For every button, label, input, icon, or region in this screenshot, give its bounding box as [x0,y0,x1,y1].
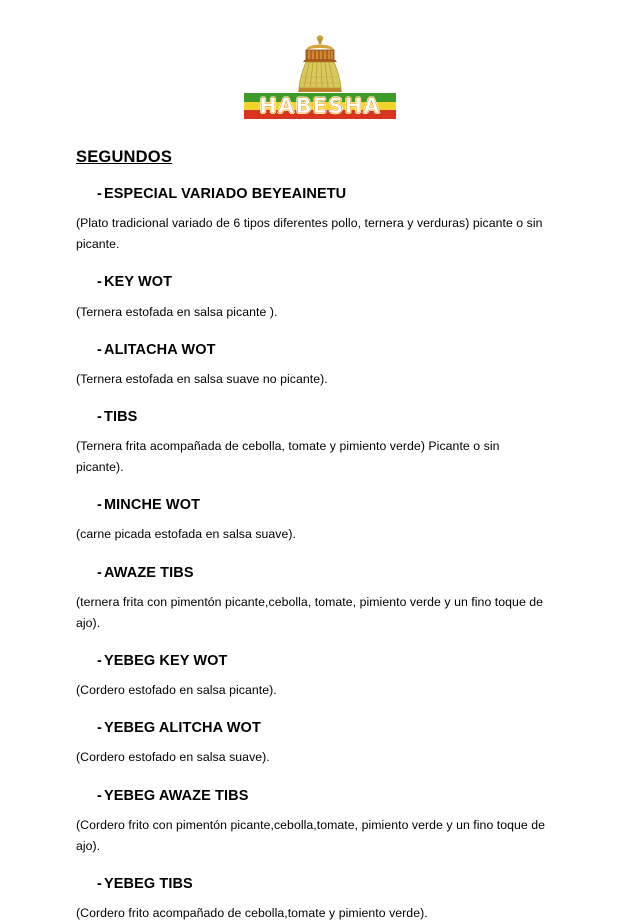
restaurant-logo [0,0,640,119]
list-item [76,408,564,478]
list-item [76,341,564,390]
dish-name [76,875,564,893]
bullet-marker: - [97,787,102,804]
list-item [76,273,564,322]
page-title: SEGUNDOS [76,148,173,166]
dish-name [76,652,564,670]
list-item [76,564,564,634]
dish-name [76,273,564,291]
dish-description: (carne picada estofada en salsa suave). [76,527,297,542]
list-item [76,875,564,924]
dish-name-text: KEY WOT [104,274,173,291]
menu-content [0,148,640,924]
dish-name-text: MINCHE WOT [104,497,201,514]
dish-name-text: YEBEG AWAZE TIBS [104,787,249,804]
dish-description: (ternera frita con pimentón picante,cebolla, tomate, pimiento verde y un fino toque de ajo). [76,594,544,630]
list-item [76,787,564,857]
list-item [76,652,564,701]
dish-list [76,185,564,924]
dish-description: (Ternera estofada en salsa suave no picante). [76,371,328,386]
bullet-marker: - [97,564,102,581]
bullet-marker: - [97,653,102,670]
bullet-marker: - [97,408,102,425]
dish-name-text: AWAZE TIBS [104,564,194,581]
dish-name [76,787,564,805]
bullet-marker: - [97,875,102,892]
dish-description: (Cordero frito acompañado de cebolla,tomate y pimiento verde). [76,906,428,921]
list-item [76,719,564,768]
dish-name-text: ESPECIAL VARIADO BEYEAINETU [104,186,347,202]
dish-name [76,564,564,582]
mesob-basket-icon [287,33,353,95]
dish-description: (Ternera frita acompañada de cebolla, tomate y pimiento verde) Picante o sin picante). [76,439,500,475]
dish-name [76,496,564,514]
bullet-marker: - [97,341,102,358]
dish-description: (Cordero estofado en salsa suave). [76,750,270,765]
dish-name-text: ALITACHA WOT [104,341,216,358]
brand-name: HABESHA [259,93,381,118]
dish-name-text: YEBEG ALITCHA WOT [104,720,261,737]
dish-description: (Cordero estofado en salsa picante). [76,683,277,698]
dish-description: (Ternera estofada en salsa picante ). [76,304,278,319]
dish-name-text: TIBS [104,408,138,425]
dish-description: (Cordero frito con pimentón picante,cebolla,tomate, pimiento verde y un fino toque de ajo). [76,817,546,853]
bullet-marker: - [97,274,102,291]
list-item [76,496,564,545]
bullet-marker: - [97,186,102,202]
dish-name-text: YEBEG KEY WOT [104,653,228,670]
dish-name [76,408,564,426]
dish-description: (Plato tradicional variado de 6 tipos diferentes pollo, ternera y verduras) picante o sin picante. [76,216,543,252]
dish-name [76,719,564,737]
habesha-flag-banner [244,93,396,119]
dish-name-text: YEBEG TIBS [104,875,193,892]
bullet-marker: - [97,497,102,514]
dish-name [76,341,564,359]
dish-name [76,185,564,203]
bullet-marker: - [97,720,102,737]
list-item [76,185,564,255]
